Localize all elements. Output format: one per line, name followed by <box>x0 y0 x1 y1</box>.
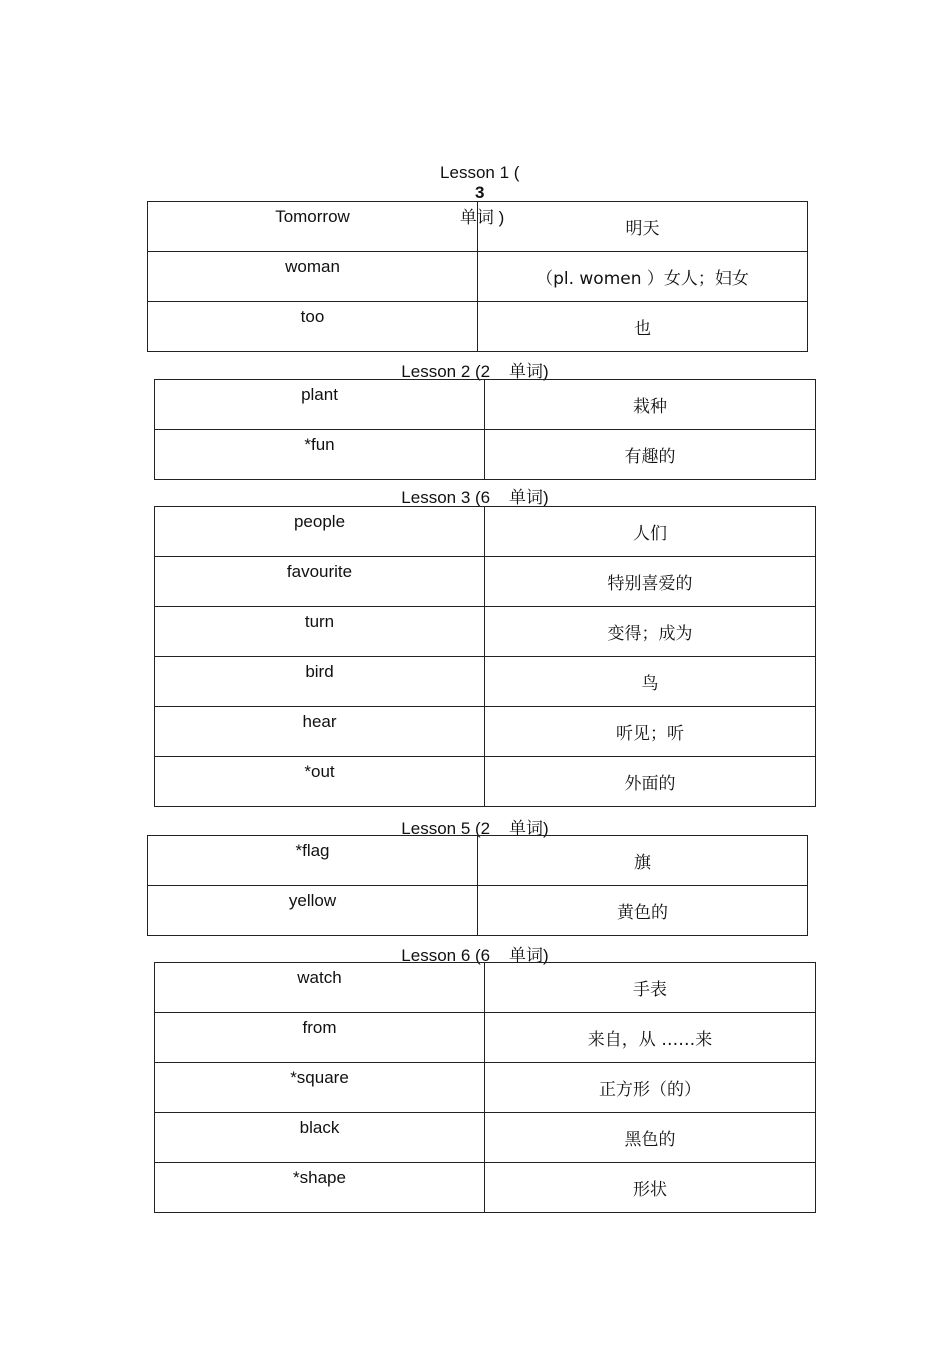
chinese-meaning: 栽种 <box>485 380 816 430</box>
table-row <box>155 1013 816 1063</box>
english-word: *square <box>155 1063 485 1113</box>
table-row <box>148 886 808 936</box>
chinese-meaning: 旗 <box>478 836 808 886</box>
chinese-meaning: 黑色的 <box>485 1113 816 1163</box>
english-word: hear <box>155 707 485 757</box>
table-row <box>155 1063 816 1113</box>
english-word: people <box>155 507 485 557</box>
table-row <box>155 380 816 430</box>
lesson-1-heading-prefix: Lesson 1 ( <box>440 163 520 182</box>
english-word: *flag <box>148 836 478 886</box>
table-row <box>155 507 816 557</box>
chinese-meaning: 有趣的 <box>485 430 816 480</box>
lesson-3-heading: Lesson 3 (6 单词) <box>401 488 549 507</box>
table-row <box>155 963 816 1013</box>
chinese-meaning: 人们 <box>485 507 816 557</box>
english-word: plant <box>155 380 485 430</box>
chinese-meaning: 正方形（的） <box>485 1063 816 1113</box>
lesson-2-heading: Lesson 2 (2 单词) <box>401 362 549 381</box>
chinese-meaning: 明天 <box>478 202 808 252</box>
english-word: yellow <box>148 886 478 936</box>
chinese-meaning: 黄色的 <box>478 886 808 936</box>
chinese-meaning: 也 <box>478 302 808 352</box>
english-word: Tomorrow <box>148 202 478 252</box>
english-word: from <box>155 1013 485 1063</box>
chinese-meaning: 鸟 <box>485 657 816 707</box>
lesson-5-heading: Lesson 5 (2 单词) <box>401 819 549 838</box>
table-row <box>155 607 816 657</box>
english-word: black <box>155 1113 485 1163</box>
lesson-1-table <box>147 201 808 352</box>
table-row <box>148 202 808 252</box>
table-row <box>155 657 816 707</box>
chinese-meaning: （pl. women ）女人；妇女 <box>478 252 808 302</box>
lesson-1-word-count: 3 <box>474 183 485 202</box>
english-word: watch <box>155 963 485 1013</box>
lesson-6-heading: Lesson 6 (6 单词) <box>401 946 549 965</box>
english-word: woman <box>148 252 478 302</box>
chinese-meaning: 特别喜爱的 <box>485 557 816 607</box>
english-word: *out <box>155 757 485 807</box>
chinese-meaning: 变得；成为 <box>485 607 816 657</box>
table-row <box>155 707 816 757</box>
lesson-5-table <box>147 835 808 936</box>
chinese-meaning: 形状 <box>485 1163 816 1213</box>
table-row <box>155 757 816 807</box>
table-row <box>155 1163 816 1213</box>
chinese-meaning: 来自，从 ……来 <box>485 1013 816 1063</box>
english-word: bird <box>155 657 485 707</box>
lesson-1-heading-suffix: 单词 ) <box>455 208 505 227</box>
table-row <box>155 557 816 607</box>
english-word: *shape <box>155 1163 485 1213</box>
lesson-6-table <box>154 962 816 1213</box>
table-row <box>148 302 808 352</box>
table-row <box>148 836 808 886</box>
chinese-meaning: 外面的 <box>485 757 816 807</box>
table-row <box>155 1113 816 1163</box>
chinese-meaning: 手表 <box>485 963 816 1013</box>
table-row <box>148 252 808 302</box>
chinese-meaning: 听见；听 <box>485 707 816 757</box>
lesson-2-table <box>154 379 816 480</box>
english-word: turn <box>155 607 485 657</box>
english-word: favourite <box>155 557 485 607</box>
english-word: too <box>148 302 478 352</box>
lesson-3-table <box>154 506 816 807</box>
table-row <box>155 430 816 480</box>
english-word: *fun <box>155 430 485 480</box>
